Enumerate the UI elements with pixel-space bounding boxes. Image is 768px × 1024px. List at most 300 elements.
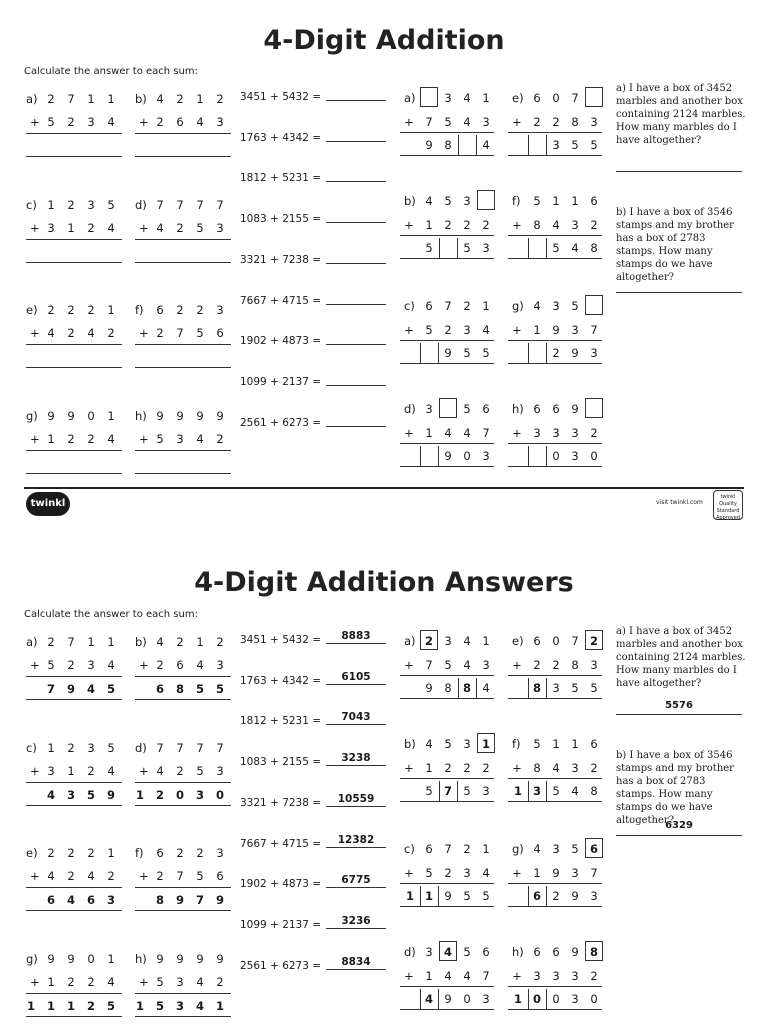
result-digit: 3 [590,889,598,903]
bottom-digit: 1 [425,426,433,440]
answer-blank [326,887,386,888]
answer-digit: 1 [26,999,35,1013]
sum-label: g) [26,409,38,423]
sum-answer: 10559 [337,792,375,805]
sum-label: c) [26,741,37,755]
result-digit: 1 [405,889,414,903]
answer-blank [326,765,386,766]
bottom-digit: 2 [552,658,560,672]
sum-label: b) [135,635,147,649]
bottom-digit: 3 [552,969,560,983]
top-digit: 2 [47,303,55,317]
sum-answer: 7043 [341,711,371,724]
result-digit: 9 [571,346,579,360]
bottom-digit: 2 [107,326,115,340]
bottom-digit: 2 [482,761,490,775]
sum-line [508,698,602,699]
result-digit: 2 [552,346,560,360]
plus-sign: + [404,761,414,775]
bottom-digit: 2 [87,975,95,989]
top-digit: 9 [156,409,164,423]
top-digit: 2 [176,92,184,106]
bottom-digit: 1 [533,323,541,337]
bottom-digit: 5 [425,323,433,337]
bottom-digit: 4 [463,969,471,983]
result-digit: 9 [425,138,433,152]
answer-blank [326,304,386,305]
bottom-digit: 2 [67,326,75,340]
result-digit: 4 [571,241,579,255]
sum-answer: 8883 [341,630,371,642]
result-digit: 4 [482,681,490,695]
sum-line [400,675,494,676]
sum-expression: 1099 + 2137 = [240,918,322,931]
top-digit: 2 [67,741,75,755]
bottom-digit: 1 [67,221,75,235]
answer-digit: 1 [66,999,75,1013]
sum-line [26,156,122,157]
result-digit: 8 [590,784,598,798]
sum-expression: 1083 + 2155 = [240,213,322,226]
result-digit: 3 [590,346,598,360]
bottom-digit: 2 [176,221,184,235]
sum-line [26,239,122,240]
sum-label: e) [512,91,524,105]
bottom-digit: 2 [482,218,490,232]
answer-blank [326,684,386,685]
bottom-digit: 4 [47,869,55,883]
plus-sign: + [404,115,414,129]
missing-digit-sum [400,838,500,918]
answer-digit: 3 [195,788,204,802]
plus-sign: + [404,658,414,672]
sum-label: f) [512,737,521,751]
bottom-digit: 8 [533,218,541,232]
answer-digit: 1 [46,999,55,1013]
answer-blank [326,847,386,848]
sum-line [400,986,494,987]
bottom-digit: 2 [590,218,598,232]
sum-line [26,367,122,368]
bottom-digit: 3 [552,426,560,440]
bottom-digit: 5 [196,764,204,778]
sum-line [508,1009,602,1010]
sum-label: b) [135,92,147,106]
top-digit: 9 [176,952,184,966]
plus-sign: + [30,115,40,129]
top-digit: 1 [482,299,490,313]
column-sum [135,846,235,916]
sum-label: d) [404,402,416,416]
instruction: Calculate the answer to each sum: [24,66,198,77]
sum-line [135,805,231,806]
plus-sign: + [139,432,149,446]
answer-blank [326,643,386,644]
plus-sign: + [512,323,522,337]
sum-line [135,133,231,134]
bottom-digit: 4 [107,115,115,129]
sum-line [135,156,231,157]
top-digit: 1 [196,92,204,106]
bottom-digit: 4 [463,426,471,440]
footer-divider [24,487,744,489]
digit-box-edge [439,238,440,258]
bottom-digit: 4 [156,764,164,778]
answer-digit: 1 [215,999,224,1013]
bottom-digit: 1 [67,764,75,778]
filled-digit: 4 [443,945,452,959]
sum-expression: 1763 + 4342 = [240,131,322,144]
top-digit: 2 [463,299,471,313]
sum-expression: 3321 + 7238 = [240,796,322,809]
sum-line [135,676,231,677]
bottom-digit: 5 [425,866,433,880]
answer-digit: 6 [46,893,55,907]
result-digit: 9 [444,449,452,463]
sum-expression: 2561 + 6273 = [240,959,322,972]
top-digit: 0 [552,91,560,105]
filled-digit: 8 [589,945,598,959]
top-digit: 5 [463,945,471,959]
bottom-digit: 2 [533,658,541,672]
plus-sign: + [512,218,522,232]
column-sum [135,741,235,811]
result-digit: 6 [532,889,541,903]
plus-sign: + [139,326,149,340]
top-digit: 6 [533,634,541,648]
bottom-digit: 3 [87,115,95,129]
column-sum [135,198,235,268]
result-digit: 4 [424,992,433,1006]
bottom-digit: 2 [107,869,115,883]
bottom-digit: 6 [176,115,184,129]
bottom-digit: 3 [47,764,55,778]
answer-sheet [0,543,768,1024]
bottom-digit: 2 [67,658,75,672]
result-digit: 5 [463,241,471,255]
sum-label: f) [135,303,144,317]
bottom-digit: 3 [571,761,579,775]
top-digit: 5 [107,741,115,755]
bottom-digit: 1 [425,761,433,775]
bottom-digit: 3 [463,866,471,880]
sum-line [26,344,122,345]
top-digit: 2 [196,846,204,860]
top-digit: 3 [463,737,471,751]
top-digit: 4 [156,635,164,649]
bottom-digit: 4 [552,218,560,232]
bottom-digit: 2 [590,761,598,775]
missing-digit-sum [508,295,608,375]
answer-blank [326,263,386,264]
sum-line [400,906,494,907]
bottom-digit: 3 [216,115,224,129]
bottom-digit: 4 [482,323,490,337]
missing-digit-sum [400,190,500,270]
plus-sign: + [404,866,414,880]
answer-blank [326,806,386,807]
bottom-digit: 3 [533,426,541,440]
column-sum [26,635,126,705]
top-digit: 6 [552,945,560,959]
top-digit: 1 [571,737,579,751]
sum-line [26,133,122,134]
sum-label: h) [135,952,147,966]
top-digit: 6 [552,402,560,416]
bottom-digit: 3 [216,221,224,235]
top-digit: 6 [533,402,541,416]
sum-line [400,340,494,341]
top-digit: 3 [425,945,433,959]
column-sum [26,952,126,1022]
answer-digit: 4 [66,893,75,907]
bottom-digit: 4 [196,432,204,446]
missing-digit-sum [400,941,500,1021]
digit-box-edge [528,238,529,258]
bottom-digit: 2 [216,432,224,446]
top-digit: 7 [176,198,184,212]
bottom-digit: 4 [87,869,95,883]
sum-line [400,1009,494,1010]
top-digit: 0 [552,634,560,648]
sum-label: e) [512,634,524,648]
top-digit: 7 [216,198,224,212]
result-digit: 0 [590,992,598,1006]
column-sum [26,846,126,916]
answer-digit: 5 [155,999,164,1013]
result-digit: 5 [482,889,490,903]
top-digit: 9 [571,402,579,416]
bottom-digit: 7 [425,658,433,672]
top-digit: 4 [463,634,471,648]
bottom-digit: 4 [107,221,115,235]
bottom-digit: 2 [444,761,452,775]
bottom-digit: 7 [590,323,598,337]
answer-digit: 6 [155,682,164,696]
digit-box-edge [439,781,440,801]
result-digit: 9 [444,889,452,903]
bottom-digit: 2 [87,764,95,778]
missing-digit-box [585,295,603,315]
top-digit: 2 [47,846,55,860]
answer-blank [326,222,386,223]
sum-line [508,466,602,467]
plus-sign: + [30,764,40,778]
digit-box-edge [528,781,529,801]
bottom-digit: 4 [156,221,164,235]
answer-digit: 2 [155,788,164,802]
result-digit: 1 [513,992,522,1006]
top-digit: 2 [67,846,75,860]
answer-blank [326,141,386,142]
bottom-digit: 2 [156,115,164,129]
digit-box-edge [528,343,529,363]
missing-digit-sum [400,733,500,813]
bottom-digit: 9 [552,866,560,880]
top-digit: 9 [156,952,164,966]
digit-box-edge [528,886,529,906]
top-digit: 9 [176,409,184,423]
top-digit: 5 [463,402,471,416]
plus-sign: + [30,432,40,446]
top-digit: 1 [107,409,115,423]
digit-box-edge [458,678,459,698]
top-digit: 2 [67,198,75,212]
bottom-digit: 5 [156,975,164,989]
bottom-digit: 5 [444,658,452,672]
filled-digit: 2 [424,634,433,648]
bottom-digit: 2 [67,432,75,446]
sum-line [400,698,494,699]
answer-digit: 3 [66,788,75,802]
bottom-digit: 3 [176,975,184,989]
missing-digit-box [585,87,603,107]
top-digit: 2 [463,842,471,856]
sum-line [400,883,494,884]
top-digit: 6 [156,846,164,860]
top-digit: 1 [47,198,55,212]
sum-label: c) [26,198,37,212]
answer-line [616,171,742,172]
top-digit: 6 [156,303,164,317]
answer-digit: 6 [86,893,95,907]
top-digit: 1 [552,737,560,751]
sum-line [135,239,231,240]
top-digit: 7 [156,741,164,755]
top-digit: 0 [87,409,95,423]
sum-line [135,450,231,451]
digit-box-edge [458,135,459,155]
page-title: 4-Digit Addition [263,25,505,56]
bottom-digit: 8 [571,658,579,672]
missing-digit-sum [400,295,500,375]
twinkl-logo: twinkl [26,492,70,516]
bottom-digit: 4 [444,426,452,440]
plus-sign: + [139,764,149,778]
answers-title [0,567,768,598]
sum-line [508,443,602,444]
missing-digit-sum [508,733,608,813]
sum-line [26,782,122,783]
sum-line [508,906,602,907]
result-digit: 5 [552,784,560,798]
sum-line [508,883,602,884]
top-digit: 2 [176,303,184,317]
answer-digit: 2 [86,999,95,1013]
filled-digit: 6 [589,842,598,856]
plus-sign: + [30,326,40,340]
top-digit: 5 [533,194,541,208]
plus-sign: + [139,975,149,989]
sum-label: d) [135,198,147,212]
sum-line [508,778,602,779]
word-problem [616,206,746,284]
sum-line [508,675,602,676]
missing-digit-box [439,398,457,418]
top-digit: 2 [87,846,95,860]
bottom-digit: 1 [425,969,433,983]
top-digit: 3 [552,299,560,313]
top-digit: 3 [216,303,224,317]
column-sum [26,198,126,268]
bottom-digit: 7 [425,115,433,129]
sum-label: g) [512,842,524,856]
bottom-digit: 5 [47,658,55,672]
top-digit: 9 [67,952,75,966]
sum-line [135,344,231,345]
top-digit: 4 [533,299,541,313]
bottom-digit: 3 [176,432,184,446]
result-digit: 8 [532,681,541,695]
sum-line [508,363,602,364]
top-digit: 1 [107,303,115,317]
answer-digit: 3 [175,999,184,1013]
bottom-digit: 3 [463,323,471,337]
result-digit: 4 [571,784,579,798]
sum-expression: 1763 + 4342 = [240,674,322,687]
top-digit: 2 [176,635,184,649]
result-digit: 5 [571,681,579,695]
top-digit: 4 [463,91,471,105]
sum-line [400,801,494,802]
answer-digit: 4 [86,682,95,696]
sum-line [135,699,231,700]
digit-box-edge [420,446,421,466]
missing-digit-sum [508,941,608,1021]
bottom-digit: 2 [590,426,598,440]
sum-label: g) [26,952,38,966]
bottom-digit: 2 [67,975,75,989]
top-digit: 3 [552,842,560,856]
bottom-digit: 6 [176,658,184,672]
answer-line [616,714,742,715]
top-digit: 5 [107,198,115,212]
bottom-digit: 3 [482,115,490,129]
sum-answer: 3238 [341,752,371,765]
answer-digit: 0 [215,788,224,802]
answer-digit: 5 [215,682,224,696]
column-sum [135,635,235,705]
bottom-digit: 5 [196,869,204,883]
plus-sign: + [30,221,40,235]
answer-digit: 8 [175,682,184,696]
top-digit: 4 [533,842,541,856]
top-digit: 1 [87,635,95,649]
sum-answer: 8834 [341,955,371,968]
top-digit: 3 [216,846,224,860]
top-digit: 1 [107,846,115,860]
sum-line [508,132,602,133]
top-digit: 1 [552,194,560,208]
column-sum [135,409,235,479]
plus-sign: + [30,658,40,672]
result-digit: 3 [552,138,560,152]
visit-text: visit twinkl.com [656,499,703,506]
bottom-digit: 1 [425,218,433,232]
word-problem-text: a) I have a box of 3452 marbles and another box containing 2124 marbles. How many marbles do I have altogether? [616,83,746,146]
plus-sign: + [404,323,414,337]
plus-sign: + [512,761,522,775]
bottom-digit: 4 [47,326,55,340]
digit-box-edge [528,989,529,1009]
result-digit: 3 [482,241,490,255]
bottom-digit: 2 [67,869,75,883]
sum-expression: 7667 + 4715 = [240,294,322,307]
sum-line [400,132,494,133]
bottom-digit: 4 [463,115,471,129]
sum-line [26,699,122,700]
bottom-digit: 6 [216,326,224,340]
